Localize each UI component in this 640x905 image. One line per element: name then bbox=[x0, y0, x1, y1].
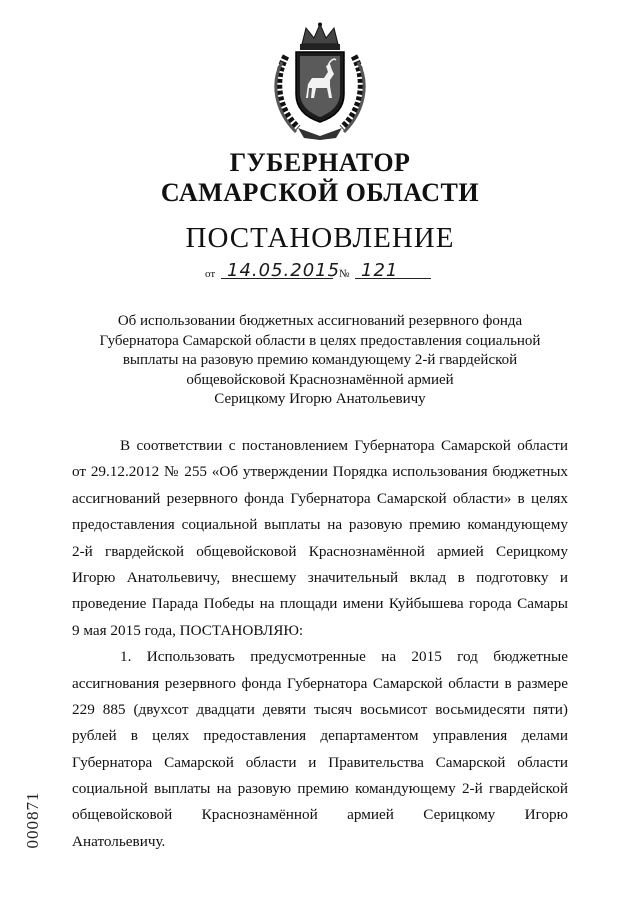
document-title bbox=[80, 312, 560, 410]
body-line: В соответствии с постановлением Губернатора Самарской области bbox=[120, 437, 568, 454]
title-line: выплаты на разовую премию командующему 2-й гвардейской bbox=[122, 352, 518, 368]
body-line: Анатольевичу. bbox=[72, 832, 166, 850]
title-line: Серицкому Игорю Анатольевичу bbox=[214, 391, 426, 407]
body-line: Губернатора Самарской области и Правительства Самарской области bbox=[72, 753, 568, 771]
document-body bbox=[72, 433, 568, 855]
title-line: Об использовании бюджетных ассигнований резервного фонда bbox=[117, 313, 523, 329]
title-line: общевойсковой Краснознамённой армией bbox=[186, 371, 454, 388]
region-heading: САМАРСКОЙ ОБЛАСТИ bbox=[160, 178, 480, 207]
body-line: Игорю Анатольевичу, внесшему значительный вклад в подготовку и bbox=[72, 568, 568, 586]
body-line: от 29.12.2012 № 255 «Об утверждении Порядка использования бюджетных bbox=[72, 463, 568, 481]
body-line: 9 мая 2015 года, ПОСТАНОВЛЯЮ: bbox=[72, 621, 304, 639]
body-line: проведение Парада Победы на площади имени Куйбышева города Самары bbox=[72, 595, 568, 613]
body-line: ассигнования резервного фонда Губернатора Самарской области в размере bbox=[72, 674, 568, 692]
body-line: социальной выплаты на разовую премию командующему 2-й гвардейской bbox=[72, 780, 568, 798]
date-number-line bbox=[205, 260, 445, 282]
handwritten-number: 121 bbox=[361, 260, 399, 281]
number-label: № bbox=[339, 268, 350, 280]
coat-of-arms-icon bbox=[272, 22, 368, 140]
document-type-heading: ПОСТАНОВЛЕНИЕ bbox=[185, 222, 455, 254]
handwritten-date: 14.05.2015 bbox=[227, 260, 341, 281]
governor-heading: ГУБЕРНАТОР bbox=[229, 148, 411, 177]
title-line: Губернатора Самарской области в целях предоставления социальной bbox=[99, 332, 541, 349]
body-line: 2-й гвардейской общевойсковой Краснознамённой армией Серицкому bbox=[72, 542, 568, 560]
body-line: рублей в целях предоставления департаментом управления делами bbox=[72, 727, 568, 745]
stamp-number-text: 000871 bbox=[23, 791, 42, 849]
body-line: 1. Использовать предусмотренные на 2015 год бюджетные bbox=[120, 648, 568, 666]
body-line: предоставления социальной выплаты на разовую премию командующему bbox=[72, 516, 568, 534]
body-line: ассигнований резервного фонда Губернатора Самарской области» в целях bbox=[72, 489, 568, 507]
page-stamp-number bbox=[18, 785, 48, 855]
body-line: общевойсковой Краснознамённой армией Серицкому Игорю bbox=[72, 806, 568, 824]
body-line: 229 885 (двухсот двадцати девяти тысяч восьмисот восьмидесяти пяти) bbox=[72, 700, 568, 718]
date-from-label: от bbox=[205, 268, 216, 280]
